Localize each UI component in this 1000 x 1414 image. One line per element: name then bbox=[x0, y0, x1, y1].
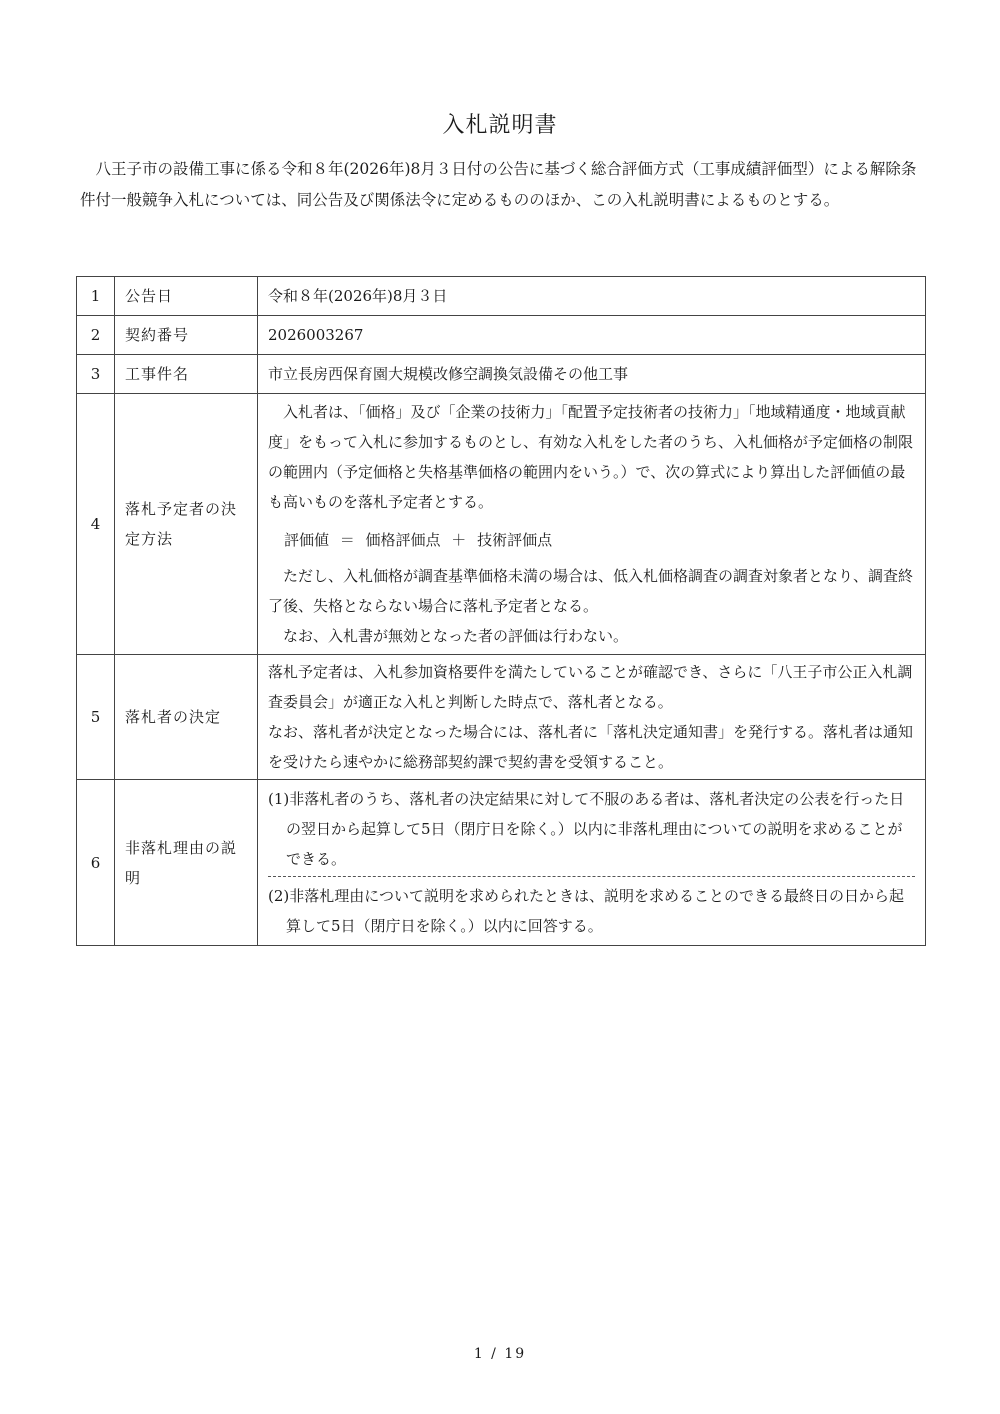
intro-paragraph: 八王子市の設備工事に係る令和８年(2026年)8月３日付の公告に基づく総合評価方式（工事成績評価型）による解除条件付一般競争入札については、同公告及び関係法令に定めるもののほか、この入札説明書によるものとする。 bbox=[80, 160, 917, 209]
table-row bbox=[77, 355, 926, 394]
method-paragraph: 入札者は、「価格」及び「企業の技術力」「配置予定技術者の技術力」「地域精通度・地域貢献度」をもって入札に参加するものとし、有効な入札をした者のうち、入札価格が予定価格の制限の範囲内（予定価格と失格基準価格の範囲内をいう。）で、次の算式により算出した評価値の最も高いものを落札予定者とする。 bbox=[268, 403, 914, 511]
row-value: 2026003267 bbox=[258, 316, 926, 355]
notification-paragraph: なお、落札者が決定となった場合には、落札者に「落札決定通知書」を発行する。落札者は通知を受けたら速やかに総務部契約課で契約書を受領すること。 bbox=[268, 723, 914, 771]
explanation-item-2: (2)非落札理由について説明を求められたときは、説明を求めることのできる最終日の日から起算して5日（閉庁日を除く。）以内に回答する。 bbox=[268, 887, 904, 935]
table-row bbox=[77, 316, 926, 355]
evaluation-formula: 評価値 ＝ 価格評価点 ＋ 技術評価点 bbox=[284, 531, 553, 549]
row-label: 契約番号 bbox=[115, 316, 258, 355]
table-row bbox=[77, 780, 926, 946]
winner-decision-paragraph: 落札予定者は、入札参加資格要件を満たしていることが確認でき、さらに「八王子市公正入札調査委員会」が適正な入札と判断した時点で、落札者となる。 bbox=[268, 663, 913, 711]
document-title: 入札説明書 bbox=[442, 113, 558, 138]
low-bid-paragraph: ただし、入札価格が調査基準価格未満の場合は、低入札価格調査の調査対象者となり、調査終了後、失格とならない場合に落札予定者となる。 bbox=[268, 567, 914, 615]
row-number: 2 bbox=[77, 316, 115, 355]
invalid-bid-paragraph: なお、入札書が無効となった者の評価は行わない。 bbox=[283, 627, 629, 645]
row-number: 4 bbox=[77, 394, 115, 655]
row-number: 3 bbox=[77, 355, 115, 394]
table-row bbox=[77, 655, 926, 780]
row-label: 落札者の決定 bbox=[115, 655, 258, 780]
row-label: 落札予定者の決定方法 bbox=[115, 394, 258, 655]
row-label: 公告日 bbox=[115, 277, 258, 316]
table-row bbox=[77, 394, 926, 655]
row-value bbox=[258, 394, 926, 655]
table-row bbox=[77, 277, 926, 316]
row-number: 1 bbox=[77, 277, 115, 316]
row-value bbox=[258, 780, 926, 946]
row-value bbox=[258, 655, 926, 780]
row-value: 令和８年(2026年)8月３日 bbox=[258, 277, 926, 316]
row-number: 6 bbox=[77, 780, 115, 946]
page-number: 1 / 19 bbox=[473, 1346, 527, 1362]
explanation-item-1: (1)非落札者のうち、落札者の決定結果に対して不服のある者は、落札者決定の公表を行った日の翌日から起算して5日（閉庁日を除く。）以内に非落札理由についての説明を求めることができる。 bbox=[268, 780, 915, 877]
row-value: 市立長房西保育園大規模改修空調換気設備その他工事 bbox=[258, 355, 926, 394]
row-number: 5 bbox=[77, 655, 115, 780]
row-label: 非落札理由の説明 bbox=[115, 780, 258, 946]
row-label: 工事件名 bbox=[115, 355, 258, 394]
bid-spec-table bbox=[76, 276, 926, 946]
